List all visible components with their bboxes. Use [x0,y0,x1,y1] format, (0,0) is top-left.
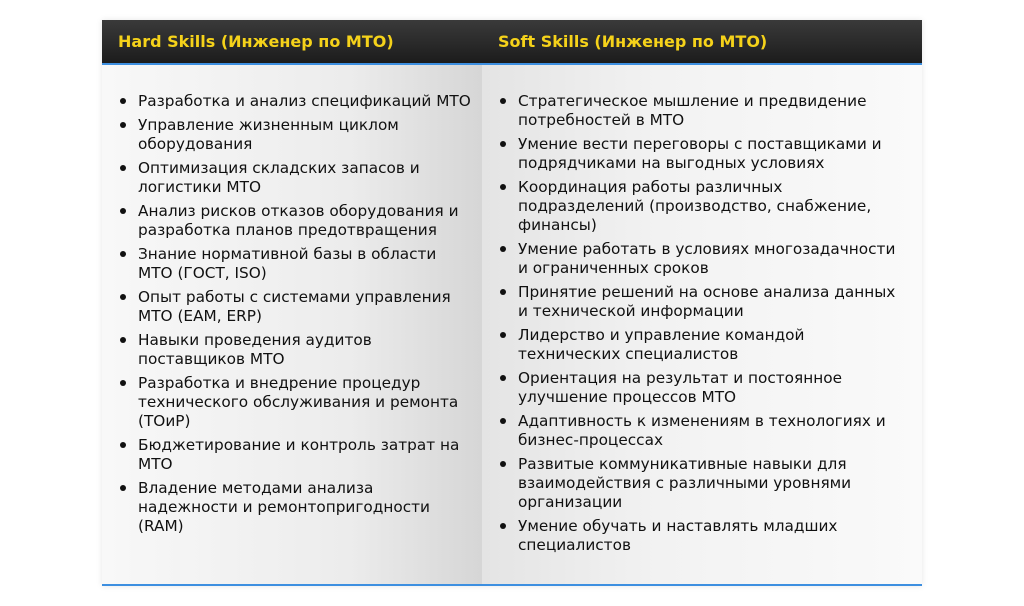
bullet-icon [500,523,506,529]
soft-skills-list [498,92,910,560]
hard-skill-item [118,245,474,283]
soft-skill-item [498,455,910,512]
bullet-icon [120,98,126,104]
soft-skill-item [498,369,910,407]
hard-skill-item [118,374,474,431]
hard-skill-item-text: Оптимизация складских запасов и логистики МТО [138,159,420,196]
soft-skill-item-text: Координация работы различных подразделений (производство, снабжение, финансы) [518,178,872,234]
hard-skill-item [118,92,474,111]
bullet-icon [120,251,126,257]
hard-skill-item-text: Опыт работы с системами управления МТО (EAM, ERP) [138,288,451,325]
hard-skill-item [118,116,474,154]
hard-skill-item-text: Разработка и внедрение процедур технического обслуживания и ремонта (ТОиР) [138,374,459,430]
bullet-icon [120,485,126,491]
soft-skill-item-text: Умение работать в условиях многозадачности и ограниченных сроков [518,240,896,277]
hard-skills-column [102,65,482,584]
hard-skill-item [118,288,474,326]
soft-skill-item-text: Умение обучать и наставлять младших специалистов [518,517,838,554]
hard-skills-header: Hard Skills (Инженер по МТО) [118,32,394,51]
soft-skill-item-text: Адаптивность к изменениям в технологиях и бизнес-процессах [518,412,886,449]
hard-skill-item [118,331,474,369]
hard-skill-item-text: Разработка и анализ спецификаций МТО [138,92,471,110]
skills-table [102,20,922,586]
bullet-icon [500,289,506,295]
bullet-icon [500,418,506,424]
soft-skills-column [482,65,922,584]
hard-skill-item-text: Бюджетирование и контроль затрат на МТО [138,436,460,473]
soft-skill-item [498,135,910,173]
soft-skills-header: Soft Skills (Инженер по МТО) [498,32,768,51]
hard-skill-item-text: Знание нормативной базы в области МТО (ГОСТ, ISO) [138,245,437,282]
bullet-icon [120,294,126,300]
hard-skill-item-text: Навыки проведения аудитов поставщиков МТО [138,331,372,368]
bullet-icon [500,246,506,252]
soft-skill-item-text: Умение вести переговоры с поставщиками и подрядчиками на выгодных условиях [518,135,882,172]
hard-skill-item-text: Управление жизненным циклом оборудования [138,116,399,153]
soft-skill-item-text: Принятие решений на основе анализа данных и технической информации [518,283,896,320]
table-header [102,20,922,65]
bullet-icon [500,184,506,190]
soft-skill-item-text: Ориентация на результат и постоянное улучшение процессов МТО [518,369,843,406]
soft-skill-item-text: Стратегическое мышление и предвидение потребностей в МТО [518,92,867,129]
bullet-icon [120,122,126,128]
bullet-icon [120,208,126,214]
soft-skill-item [498,326,910,364]
hard-skill-item-text: Владение методами анализа надежности и ремонтопригодности (RAM) [138,479,430,535]
soft-skill-item [498,412,910,450]
hard-skill-item [118,436,474,474]
hard-skill-item [118,479,474,536]
hard-skills-list [118,92,474,541]
bullet-icon [500,141,506,147]
bullet-icon [120,165,126,171]
bullet-icon [500,375,506,381]
soft-skill-item [498,92,910,130]
bullet-icon [500,332,506,338]
soft-skill-item [498,178,910,235]
bullet-icon [120,442,126,448]
bullet-icon [120,337,126,343]
soft-skill-item-text: Развитые коммуникативные навыки для взаимодействия с различными уровнями организации [518,455,852,511]
bullet-icon [120,380,126,386]
soft-skill-item [498,283,910,321]
soft-skill-item [498,517,910,555]
bullet-icon [500,461,506,467]
hard-skill-item-text: Анализ рисков отказов оборудования и разработка планов предотвращения [138,202,459,239]
bullet-icon [500,98,506,104]
hard-skill-item [118,159,474,197]
soft-skill-item-text: Лидерство и управление командой технических специалистов [518,326,805,363]
soft-skill-item [498,240,910,278]
hard-skill-item [118,202,474,240]
table-bottom-border [102,584,922,586]
